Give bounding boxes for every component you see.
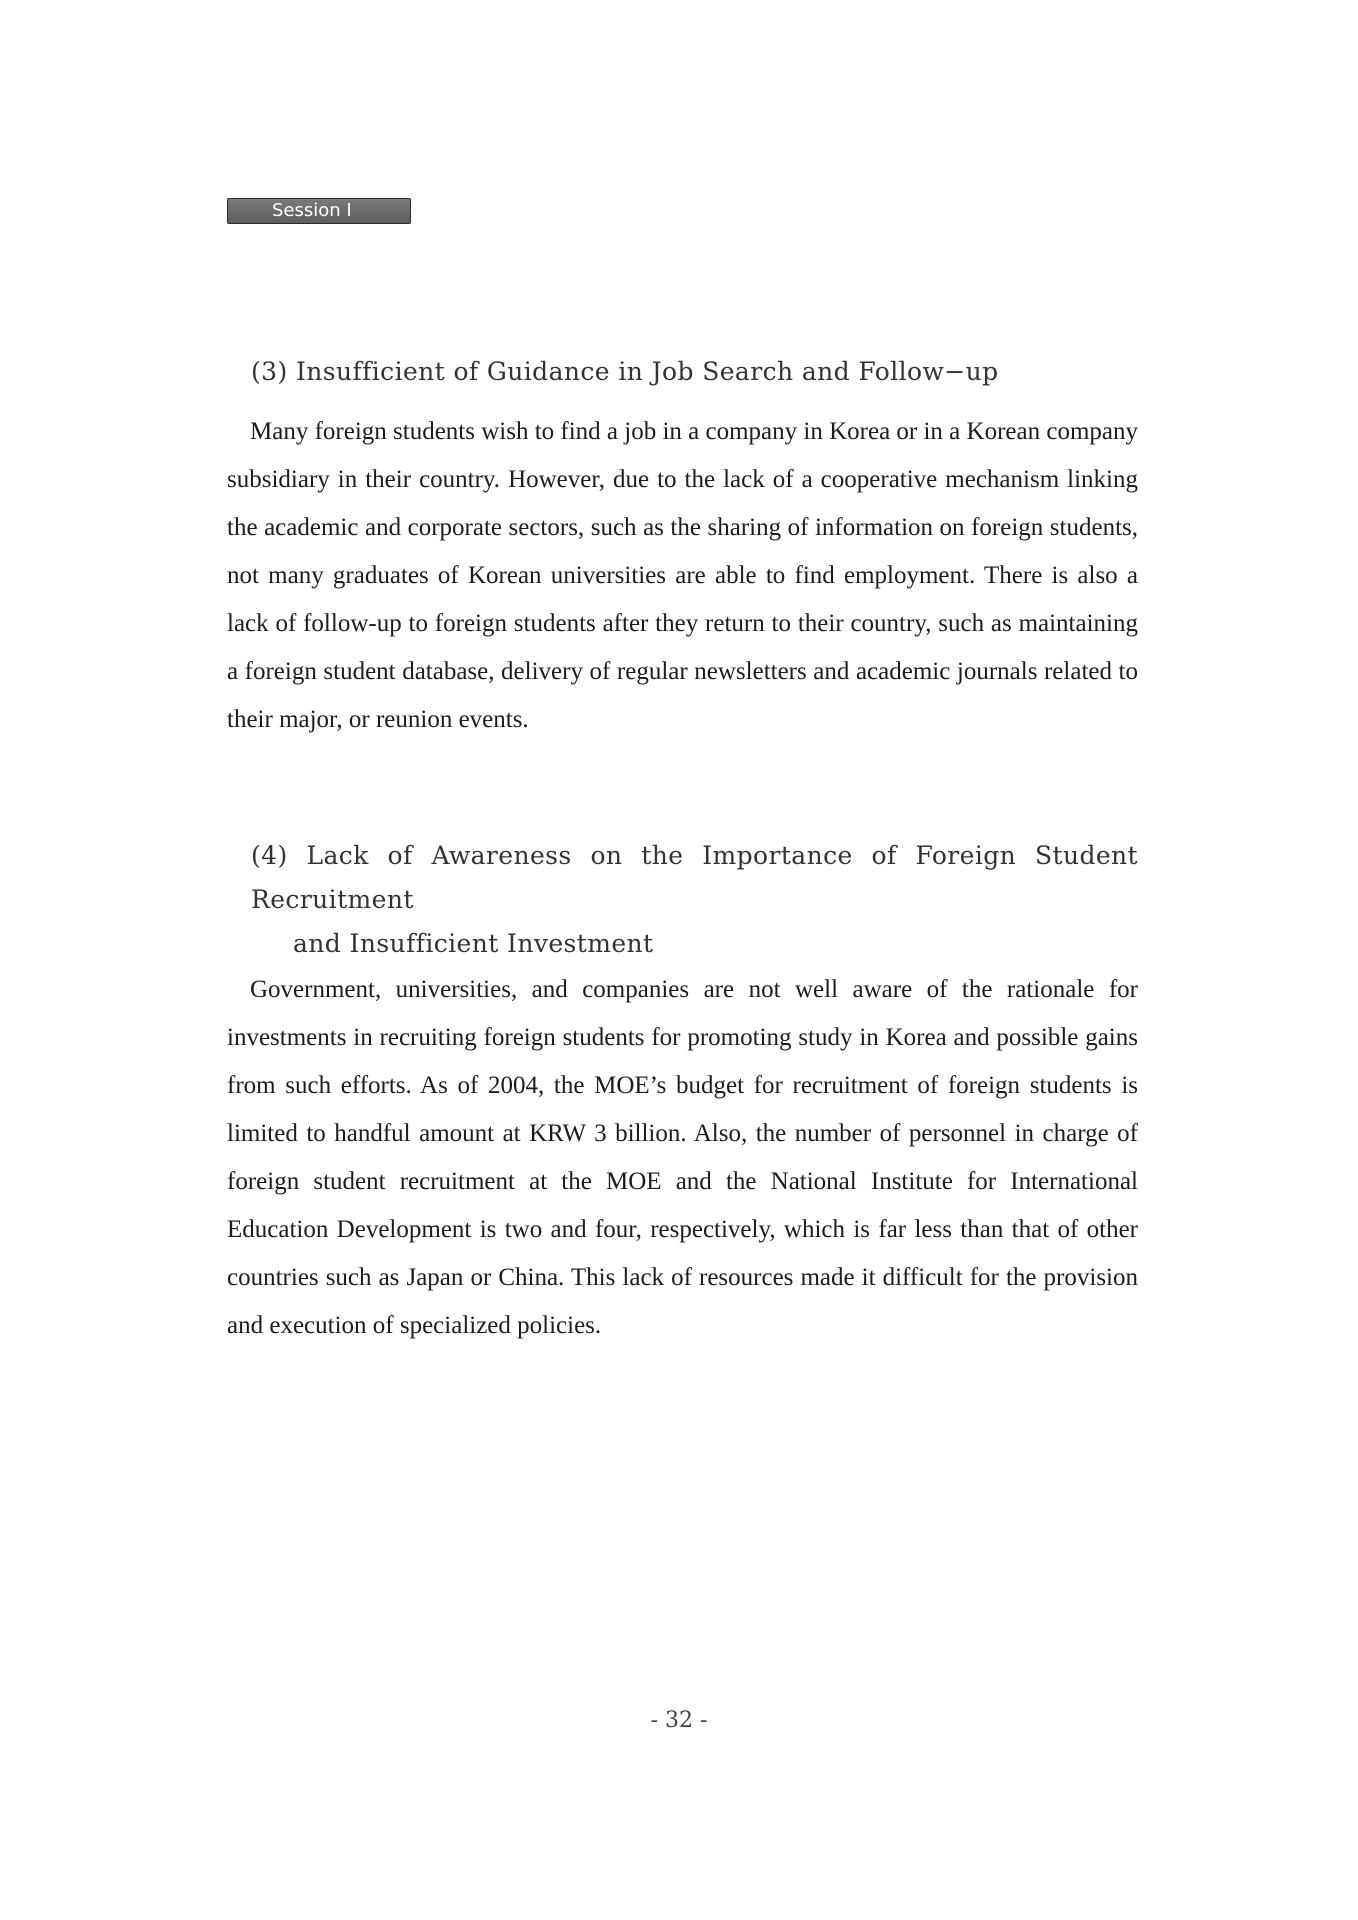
session-label: Session Ⅰ (272, 200, 352, 221)
section-3-paragraph (227, 408, 1138, 744)
page-number: - 32 - (650, 1708, 708, 1733)
session-badge (227, 198, 411, 224)
section-4-paragraph (227, 966, 1138, 1350)
section-3-heading: (3) Insufficient of Guidance in Job Search and Follow−up (251, 357, 999, 386)
section-3-text: Many foreign students wish to find a job in a company in Korea or in a Korean company subsidiary in their country. However, due to the lack of a cooperative mechanism linking the academic and corporate sectors, such as the sharing of information on foreign students, not many graduates of Korean universities are able to find employment. There is also a lack of follow-up to foreign students after they return to their country, such as maintaining a foreign student database, delivery of regular newsletters and academic journals related to their major, or reunion events. (227, 418, 1138, 733)
section-4-heading-continued: and Insufficient Investment (293, 929, 654, 958)
section-4-heading: (4) Lack of Awareness on the Importance of Foreign Student Recruitment (251, 841, 1138, 914)
section-4-text: Government, universities, and companies are not well aware of the rationale for investments in recruiting foreign students for promoting study in Korea and possible gains from such efforts. As of 2004, the MOE’s budget for recruitment of foreign students is limited to handful amount at KRW 3 billion. Also, the number of personnel in charge of foreign student recruitment at the MOE and the National Institute for International Education Development is two and four, respectively, which is far less than that of other countries such as Japan or China. This lack of resources made it difficult for the provision and execution of specialized policies. (227, 976, 1138, 1339)
page-content (227, 350, 1138, 1350)
